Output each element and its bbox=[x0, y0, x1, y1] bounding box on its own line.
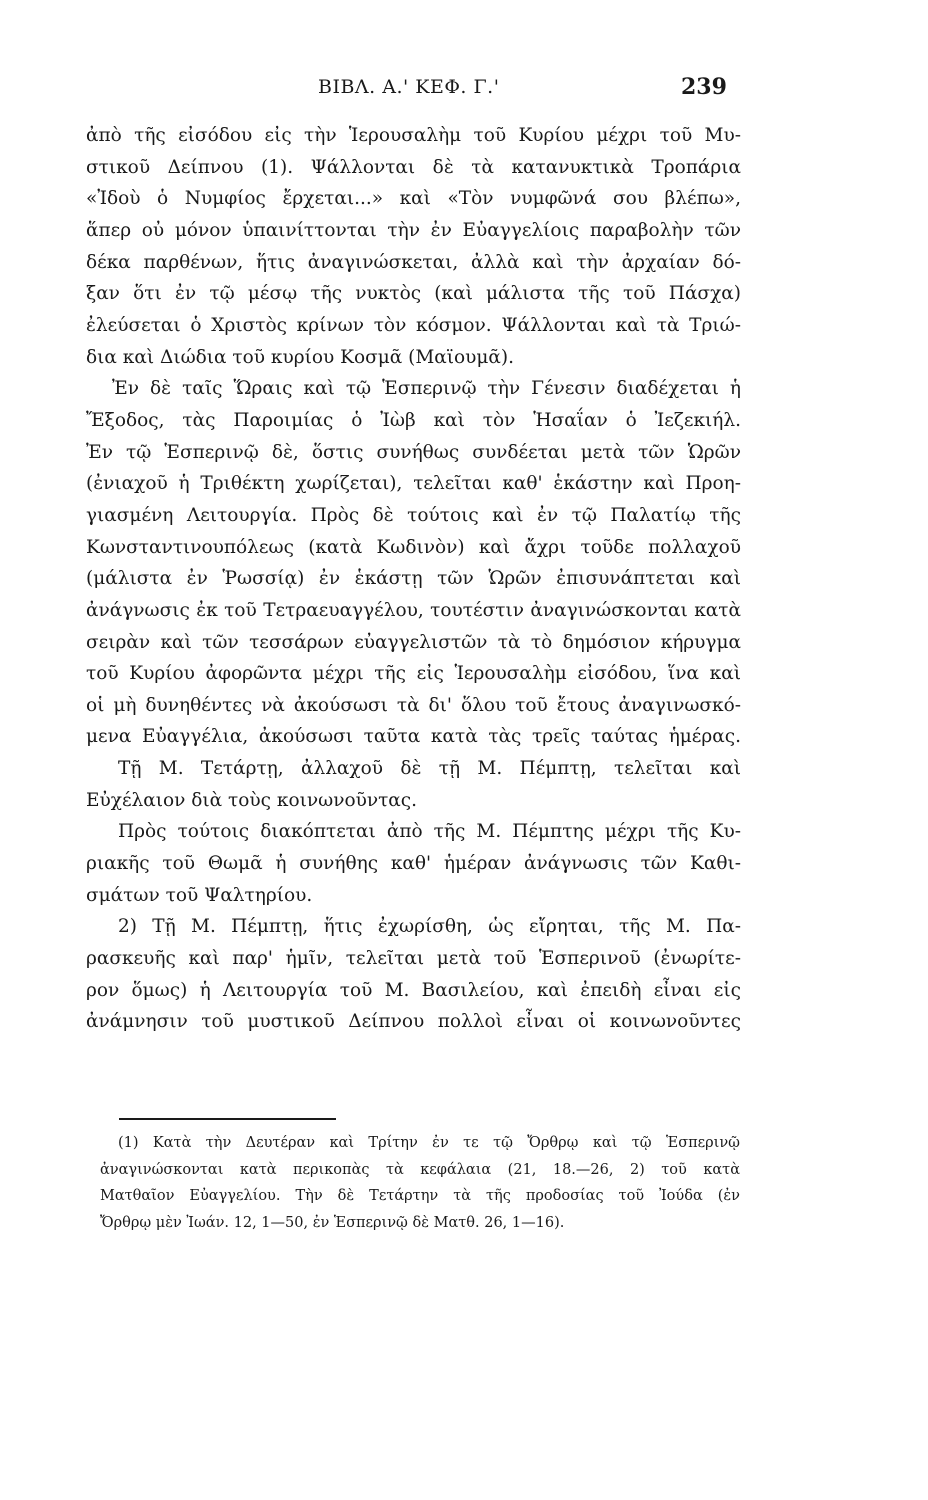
text-line: ξαν ὅτι ἐν τῷ μέσῳ τῆς νυκτὸς (καὶ μάλιστα τῆς τοῦ Πάσχα) bbox=[86, 283, 741, 305]
footnote-line: Ὄρθρῳ μὲν Ἰωάν. 12, 1—50, ἐν Ἑσπερινῷ δὲ Ματθ. 26, 1—16). bbox=[100, 1214, 565, 1231]
footnote-line: ἀναγινώσκονται κατὰ περικοπὰς τὰ κεφάλαια (21, 18.—26, 2) τοῦ κατὰ bbox=[100, 1161, 740, 1178]
footnote-divider bbox=[119, 1118, 336, 1120]
text-line: στικοῦ Δείπνου (1). Ψάλλονται δὲ τὰ κατανυκτικὰ Τροπάρια bbox=[86, 156, 741, 178]
text-line: Ἐν δὲ ταῖς Ὥραις καὶ τῷ Ἑσπερινῷ τὴν Γένεσιν διαδέχεται ἡ bbox=[112, 378, 741, 400]
text-line: ἀνάμνησιν τοῦ μυστικοῦ Δείπνου πολλοὶ εἶναι οἱ κοινωνοῦντες bbox=[86, 1011, 741, 1033]
text-line: τοῦ Κυρίου ἀφορῶντα μέχρι τῆς εἰς Ἱερουσαλὴμ εἰσόδου, ἵνα καὶ bbox=[86, 663, 741, 685]
running-head: ΒΙΒΛ. Α.' ΚΕΦ. Γ.' bbox=[318, 76, 500, 98]
text-line: ρον ὅμως) ἡ Λειτουργία τοῦ Μ. Βασιλείου, καὶ ἐπειδὴ εἶναι εἰς bbox=[86, 979, 741, 1001]
text-line: ρασκευῆς καὶ παρ' ἡμῖν, τελεῖται μετὰ τοῦ Ἑσπερινοῦ (ἐνωρίτε- bbox=[86, 948, 741, 970]
text-line: Τῇ Μ. Τετάρτῃ, ἀλλαχοῦ δὲ τῇ Μ. Πέμπτῃ, τελεῖται καὶ bbox=[118, 758, 741, 780]
footnotes bbox=[100, 1130, 740, 1236]
text-line: Ἐν τῷ Ἑσπερινῷ δὲ, ὅστις συνήθως συνδέεται μετὰ τῶν Ὡρῶν bbox=[86, 441, 741, 463]
text-line: ἀνάγνωσις ἐκ τοῦ Τετραευαγγέλου, τουτέστιν ἀναγινώσκονται κατὰ bbox=[86, 599, 741, 621]
text-line: ἐλεύσεται ὁ Χριστὸς κρίνων τὸν κόσμον. Ψάλλονται καὶ τὰ Τριώ- bbox=[86, 314, 741, 336]
text-line: 2) Τῇ Μ. Πέμπτῃ, ἥτις ἐχωρίσθη, ὡς εἴρηται, τῆς Μ. Πα- bbox=[118, 916, 741, 938]
text-line: οἱ μὴ δυνηθέντες νὰ ἀκούσωσι τὰ δι' ὅλου τοῦ ἔτους ἀναγινωσκό- bbox=[86, 694, 741, 716]
text-line: δέκα παρθένων, ἥτις ἀναγινώσκεται, ἀλλὰ καὶ τὴν ἀρχαίαν δό- bbox=[86, 251, 741, 273]
text-line: (μάλιστα ἐν Ῥωσσίᾳ) ἐν ἑκάστῃ τῶν Ὡρῶν ἐπισυνάπτεται καὶ bbox=[86, 568, 741, 590]
text-line: «Ἰδοὺ ὁ Νυμφίος ἔρχεται...» καὶ «Τὸν νυμφῶνά σου βλέπω», bbox=[86, 188, 741, 210]
body-text bbox=[86, 120, 741, 1038]
text-line: Κωνσταντινουπόλεως (κατὰ Κωδινὸν) καὶ ἄχρι τοῦδε πολλαχοῦ bbox=[86, 536, 741, 558]
text-line: (ἐνιαχοῦ ἡ Τριθέκτη χωρίζεται), τελεῖται καθ' ἑκάστην καὶ Προη- bbox=[86, 473, 741, 495]
text-line: Εὐχέλαιον διὰ τοὺς κοινωνοῦντας. bbox=[86, 789, 418, 811]
page-number: 239 bbox=[681, 74, 727, 100]
footnote-line: Ματθαῖον Εὐαγγελίου. Τὴν δὲ Τετάρτην τὰ τῆς προδοσίας τοῦ Ἰούδα (ἐν bbox=[100, 1188, 740, 1205]
text-line: ριακῆς τοῦ Θωμᾶ ἡ συνήθης καθ' ἡμέραν ἀνάγνωσις τῶν Καθι- bbox=[86, 853, 741, 875]
footnote-line: (1) Κατὰ τὴν Δευτέραν καὶ Τρίτην ἐν τε τῷ Ὄρθρῳ καὶ τῷ Ἑσπερινῷ bbox=[118, 1135, 740, 1151]
text-line: Πρὸς τούτοις διακόπτεται ἀπὸ τῆς Μ. Πέμπτης μέχρι τῆς Κυ- bbox=[118, 821, 741, 843]
text-line: σειρὰν καὶ τῶν τεσσάρων εὐαγγελιστῶν τὰ τὸ δημόσιον κήρυγμα bbox=[86, 631, 741, 653]
text-line: σμάτων τοῦ Ψαλτηρίου. bbox=[86, 884, 313, 906]
text-line: ἀπὸ τῆς εἰσόδου εἰς τὴν Ἱερουσαλὴμ τοῦ Κυρίου μέχρι τοῦ Μυ- bbox=[86, 125, 741, 146]
text-line: Ἔξοδος, τὰς Παροιμίας ὁ Ἰὼβ καὶ τὸν Ἡσαΐαν ὁ Ἰεζεκιήλ. bbox=[86, 409, 741, 431]
text-line: μενα Εὐαγγέλια, ἀκούσωσι ταῦτα κατὰ τὰς τρεῖς ταύτας ἡμέρας. bbox=[86, 726, 741, 748]
text-line: δια καὶ Διώδια τοῦ κυρίου Κοσμᾶ (Μαϊουμᾶ). bbox=[86, 346, 515, 368]
text-line: ἅπερ οὐ μόνον ὑπαινίττονται τὴν ἐν Εὐαγγελίοις παραβολὴν τῶν bbox=[86, 219, 741, 241]
text-line: γιασμένη Λειτουργία. Πρὸς δὲ τούτοις καὶ ἐν τῷ Παλατίῳ τῆς bbox=[86, 504, 741, 526]
